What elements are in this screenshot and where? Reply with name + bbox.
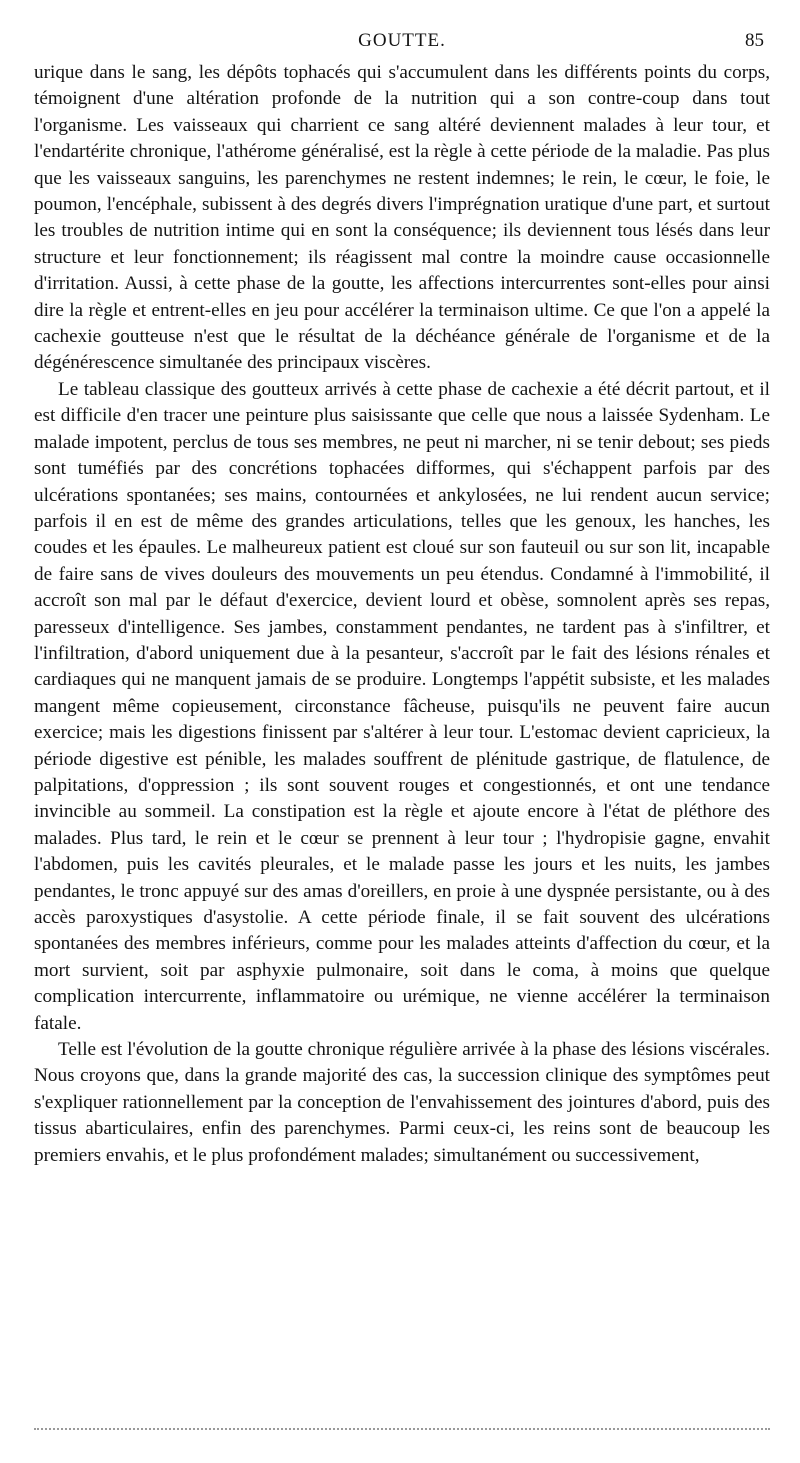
paragraph-sydenham-description: Le tableau classique des goutteux arrivés à cette phase de cachexie a été décrit partout, et il est difficile d'en tracer une peinture plus saisissante que celle que nous a laissée Sydenham. Le malade impotent, perclus de tous ses membres, ne peut ni marcher, ni se tenir debout; ses pieds sont tuméfiés par des concrétions tophacées difformes, qui s'échappent parfois par des ulcérations spontanées; ses mains, contournées et ankylosées, ne lui rendent aucun service; parfois il en est de même des grandes articulations, telles que les genoux, les hanches, les coudes et les épaules. Le malheureux patient est cloué sur son fauteuil ou sur son lit, incapable de faire sans de vives douleurs des mouvements un peu étendus. Condamné à l'immobilité, il accroît son mal par le défaut d'exercice, devient lourd et obèse, somnolent après ses repas, paresseux d'intelligence. Ses jambes, constamment pendantes, ne tardent pas à s'infiltrer, et l'infiltration, d'abord uniquement due à la pesanteur, s'accroît par le fait des lésions rénales et cardiaques qui ne manquent jamais de se produire. Longtemps l'appétit subsiste, et les malades mangent même copieusement, circonstance fâcheuse, puisqu'ils ne peuvent faire aucun exercice; mais les digestions finissent par s'altérer à leur tour. L'estomac devient capricieux, la période digestive est pénible, les malades souffrent de plénitude gastrique, de flatulence, de palpitations, d'oppression ; ils sont souvent rouges et congestionnés, et ont une tendance invincible au sommeil. La constipation est la règle et ajoute encore à l'état de pléthore des malades. Plus tard, le rein et le cœur se prennent à leur tour ; l'hydropisie gagne, envahit l'abdomen, puis les cavités pleurales, et le malade passe les jours et les nuits, les jambes pendantes, le tronc appuyé sur des amas d'oreillers, en proie à une dyspnée persistante, ou à des accès paroxystiques d'asystolie. A cette période finale, il se fait souvent des ulcérations spontanées des membres inférieurs, comme pour les malades atteints d'affection du cœur, et la mort survient, soit par asphyxie pulmonaire, soit dans le coma, à moins que quelque complication intercurrente, inflammatoire ou urémique, ne vienne accélérer la terminaison fatale. bbox=[34, 378, 770, 1034]
paragraph-evolution-summary: Telle est l'évolution de la goutte chronique régulière arrivée à la phase des lésions viscérales. Nous croyons que, dans la grande majorité des cas, la succession clinique des symptômes peut s'expliquer rationnellement par la conception de l'envahissement des jointures d'abord, puis des tissus abarticulaires, enfin des parenchymes. Parmi ceux-ci, les reins sont de beaucoup les premiers envahis, et le plus profondément malades; simultanément ou successivement, bbox=[34, 1039, 770, 1166]
bottom-cut-line bbox=[34, 1428, 770, 1430]
body-text bbox=[34, 60, 770, 1169]
running-head bbox=[34, 30, 770, 60]
paragraph-continuation: urique dans le sang, les dépôts tophacés qui s'accumulent dans les différents points du corps, témoignent d'une altération profonde de la nutrition qui a son contre-coup dans tout l'organisme. Les vaisseaux qui charrient ce sang altéré deviennent malades à leur tour, et l'endartérite chronique, l'athérome généralisé, est la règle à cette période de la maladie. Pas plus que les vaisseaux sanguins, les parenchymes ne restent indemnes; le rein, le cœur, le foie, le poumon, l'encéphale, subissent à des degrés divers l'imprégnation uratique d'une part, et surtout les troubles de nutrition intime qui en sont la conséquence; ils deviennent tous lésés dans leur structure et leur fonctionnement; ils réagissent mal contre la moindre cause occasionnelle d'irritation. Aussi, à cette phase de la goutte, les affections intercurrentes sont-elles pour ainsi dire la règle et entrent-elles en jeu pour accélérer la terminaison ultime. Ce que l'on a appelé la cachexie goutteuse n'est que le résultat de la déchéance générale de l'organisme et de la dégénérescence simultanée des principaux viscères. bbox=[34, 62, 770, 374]
running-title: GOUTTE. bbox=[358, 30, 446, 51]
page-number: 85 bbox=[745, 30, 764, 51]
